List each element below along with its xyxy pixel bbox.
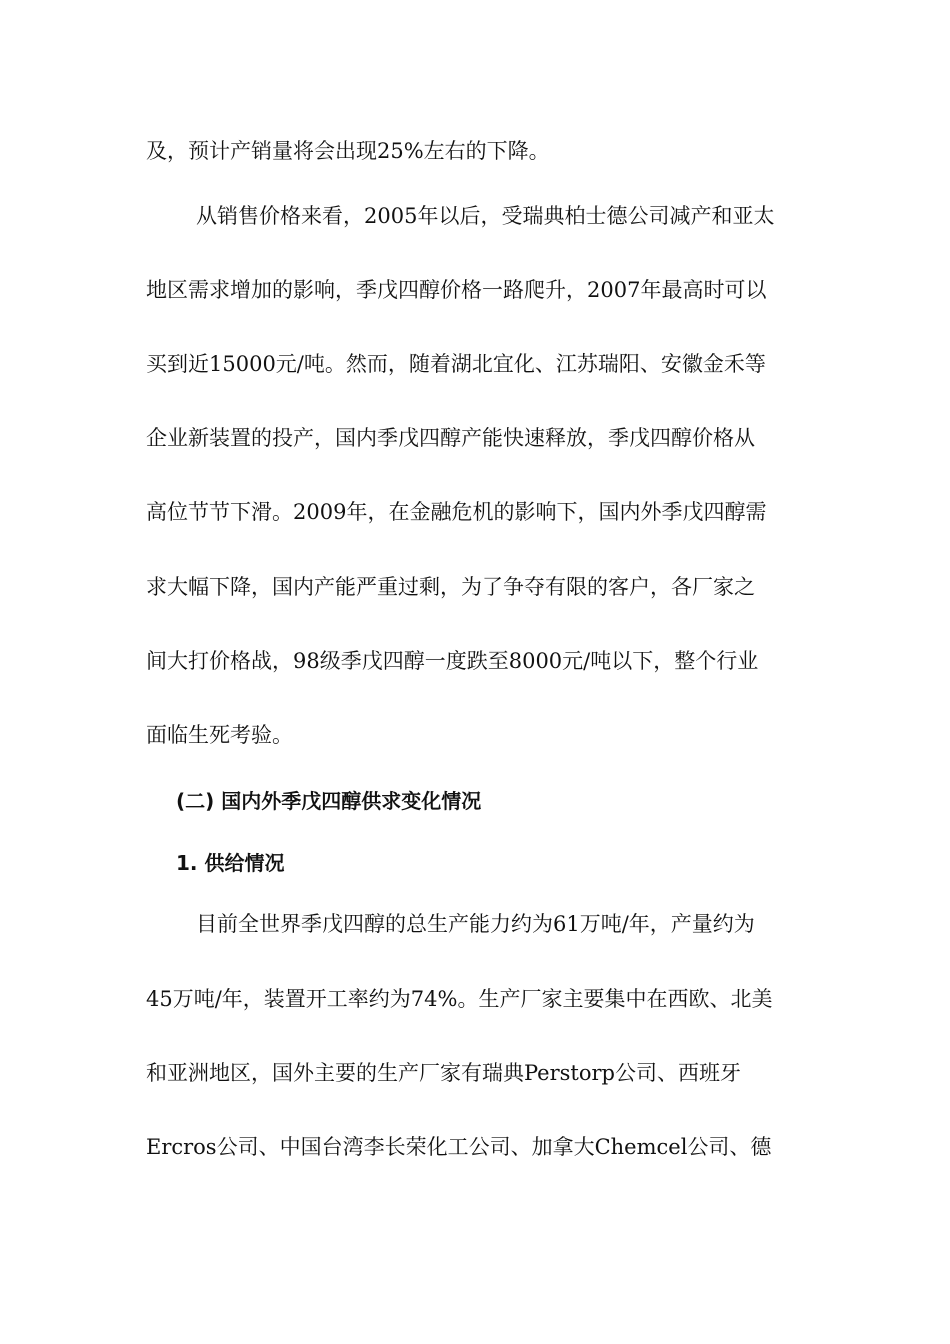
paragraph-line: 间大打价格战，98级季戊四醇一度跌至8000元/吨以下，整个行业: [146, 649, 759, 673]
paragraph-line: 从销售价格来看，2005年以后，受瑞典柏士德公司减产和亚太: [196, 204, 775, 228]
subsection-heading: 1. 供给情况: [176, 851, 285, 875]
paragraph-line: 面临生死考验。: [146, 723, 293, 747]
paragraph-line: 高位节节下滑。2009年，在金融危机的影响下，国内外季戊四醇需: [146, 500, 767, 524]
paragraph-line: 和亚洲地区，国外主要的生产厂家有瑞典Perstorp公司、西班牙: [146, 1061, 741, 1085]
paragraph-line: 45万吨/年，装置开工率约为74%。生产厂家主要集中在西欧、北美: [146, 987, 773, 1011]
paragraph-line: Ercros公司、中国台湾李长荣化工公司、加拿大Chemcel公司、德: [146, 1135, 772, 1159]
paragraph-line: 及，预计产销量将会出现25%左右的下降。: [146, 139, 550, 163]
paragraph-line: 企业新装置的投产，国内季戊四醇产能快速释放，季戊四醇价格从: [146, 426, 755, 450]
paragraph-line: 地区需求增加的影响，季戊四醇价格一路爬升，2007年最高时可以: [146, 278, 767, 302]
paragraph-line: 目前全世界季戊四醇的总生产能力约为61万吨/年，产量约为: [196, 912, 755, 936]
paragraph-line: 买到近15000元/吨。然而，随着湖北宜化、江苏瑞阳、安徽金禾等: [146, 352, 766, 376]
section-heading: (二) 国内外季戊四醇供求变化情况: [176, 789, 482, 813]
paragraph-line: 求大幅下降，国内产能严重过剩，为了争夺有限的客户，各厂家之: [146, 575, 755, 599]
